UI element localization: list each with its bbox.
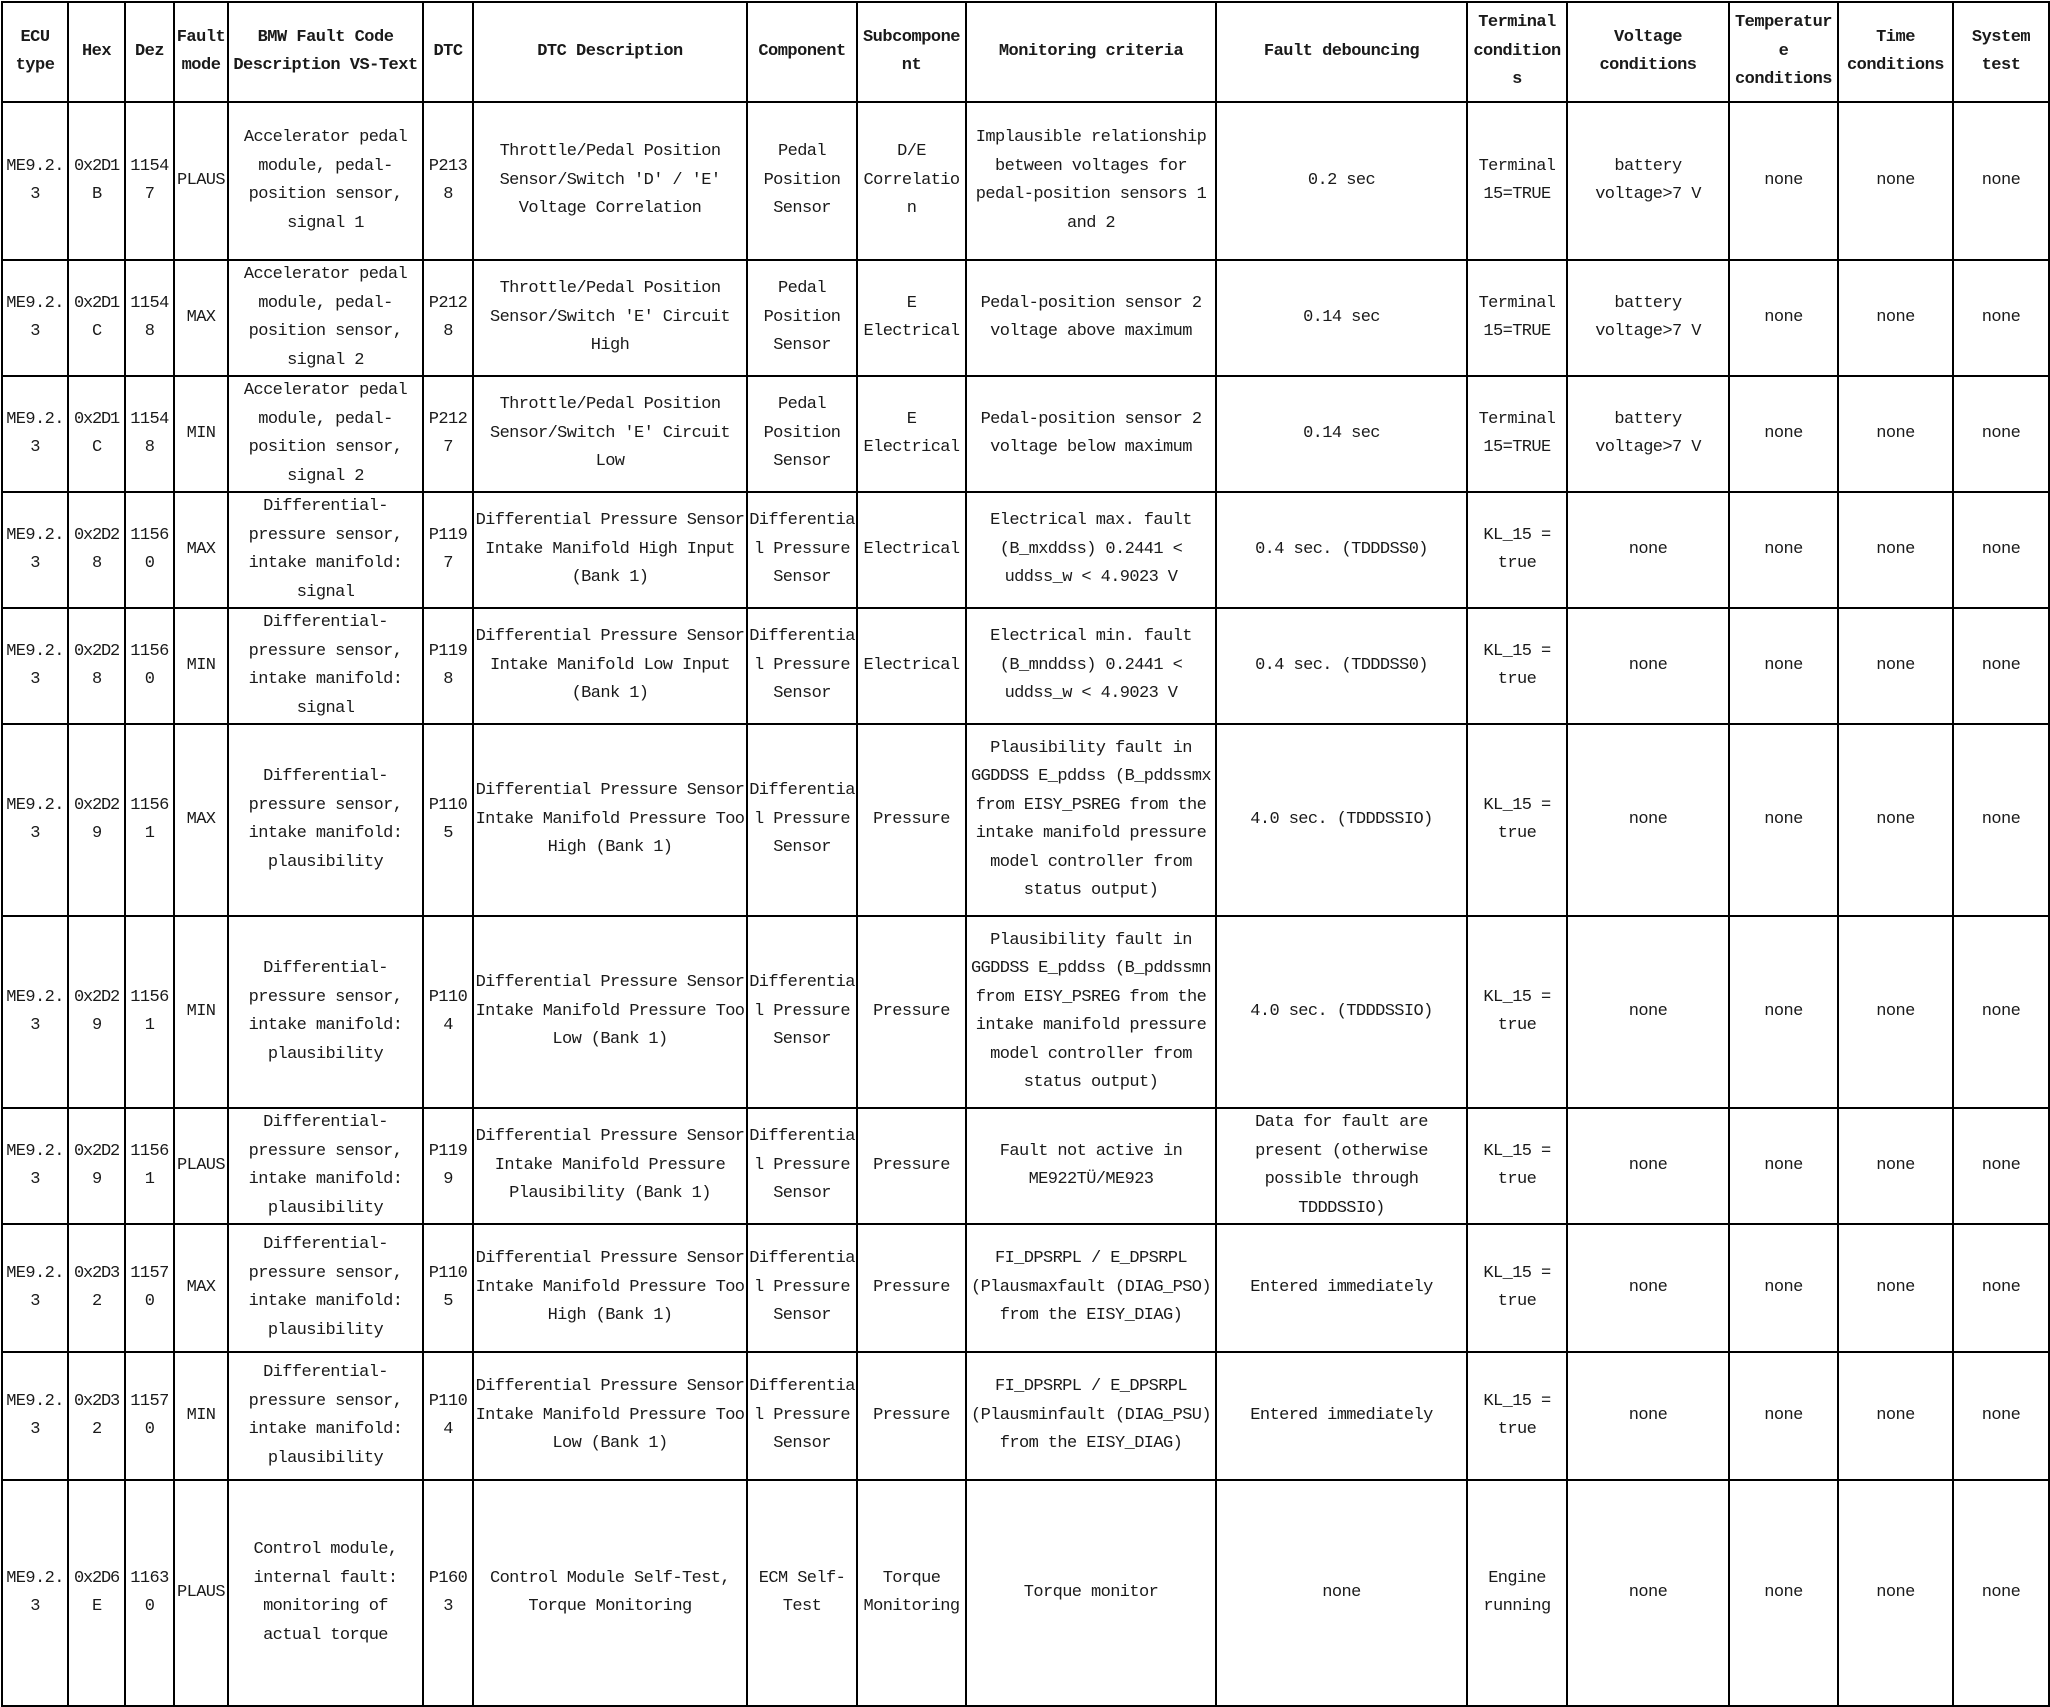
bmw-description-cell: Accelerator pedal module, pedal-position sensor, signal 2	[228, 260, 423, 376]
time-conditions-cell: none	[1838, 608, 1953, 724]
subcomponent-cell: Pressure	[857, 916, 966, 1108]
fault-debouncing-cell: 4.0 sec. (TDDDSSIO)	[1216, 916, 1467, 1108]
header-row	[2, 2, 2049, 102]
voltage-conditions-cell: none	[1567, 1224, 1729, 1352]
dtc-cell: P2128	[423, 260, 473, 376]
table-row	[2, 1352, 2049, 1480]
table-row	[2, 102, 2049, 260]
header-col-dtc: DTC	[423, 2, 473, 102]
dez-cell: 11630	[125, 1480, 174, 1706]
dtc-cell: P2138	[423, 102, 473, 260]
ecu-type-cell: ME9.2.3	[2, 1352, 68, 1480]
hex-cell: 0x2D28	[68, 608, 125, 724]
monitoring-criteria-cell: Pedal-position sensor 2 voltage above maximum	[966, 260, 1216, 376]
system-test-cell: none	[1953, 724, 2049, 916]
time-conditions-cell: none	[1838, 724, 1953, 916]
hex-cell: 0x2D1B	[68, 102, 125, 260]
temperature-conditions-cell: none	[1729, 1352, 1838, 1480]
component-cell: Differential Pressure Sensor	[747, 1352, 857, 1480]
dez-cell: 11548	[125, 260, 174, 376]
dez-cell: 11560	[125, 492, 174, 608]
system-test-cell: none	[1953, 1224, 2049, 1352]
table-body	[2, 102, 2049, 1706]
dtc-description-cell: Control Module Self-Test, Torque Monitoring	[473, 1480, 747, 1706]
dtc-description-cell: Differential Pressure Sensor Intake Manifold Pressure Too High (Bank 1)	[473, 724, 747, 916]
terminal-conditions-cell: Terminal 15=TRUE	[1467, 260, 1567, 376]
ecu-type-cell: ME9.2.3	[2, 492, 68, 608]
dtc-description-cell: Throttle/Pedal Position Sensor/Switch 'E' Circuit High	[473, 260, 747, 376]
system-test-cell: none	[1953, 102, 2049, 260]
dtc-cell: P1104	[423, 916, 473, 1108]
voltage-conditions-cell: battery voltage>7 V	[1567, 102, 1729, 260]
system-test-cell: none	[1953, 376, 2049, 492]
table-row	[2, 376, 2049, 492]
monitoring-criteria-cell: Pedal-position sensor 2 voltage below maximum	[966, 376, 1216, 492]
fault-mode-cell: PLAUS	[174, 1480, 228, 1706]
fault-debouncing-cell: Entered immediately	[1216, 1352, 1467, 1480]
fault-debouncing-cell: 0.14 sec	[1216, 376, 1467, 492]
subcomponent-cell: Pressure	[857, 1108, 966, 1224]
terminal-conditions-cell: KL_15 = true	[1467, 608, 1567, 724]
hex-cell: 0x2D29	[68, 724, 125, 916]
bmw-description-cell: Differential-pressure sensor, intake manifold: plausibility	[228, 916, 423, 1108]
monitoring-criteria-cell: Electrical max. fault (B_mxddss) 0.2441 < uddss_w < 4.9023 V	[966, 492, 1216, 608]
component-cell: Pedal Position Sensor	[747, 260, 857, 376]
temperature-conditions-cell: none	[1729, 1108, 1838, 1224]
subcomponent-cell: Pressure	[857, 1352, 966, 1480]
system-test-cell: none	[1953, 492, 2049, 608]
time-conditions-cell: none	[1838, 102, 1953, 260]
dtc-description-cell: Differential Pressure Sensor Intake Manifold Pressure Too High (Bank 1)	[473, 1224, 747, 1352]
terminal-conditions-cell: Terminal 15=TRUE	[1467, 102, 1567, 260]
dez-cell: 11561	[125, 724, 174, 916]
table-row	[2, 1224, 2049, 1352]
bmw-description-cell: Differential-pressure sensor, intake manifold: signal	[228, 492, 423, 608]
hex-cell: 0x2D1C	[68, 376, 125, 492]
time-conditions-cell: none	[1838, 1480, 1953, 1706]
terminal-conditions-cell: KL_15 = true	[1467, 916, 1567, 1108]
voltage-conditions-cell: none	[1567, 1352, 1729, 1480]
component-cell: ECM Self-Test	[747, 1480, 857, 1706]
system-test-cell: none	[1953, 608, 2049, 724]
fault-code-sheet	[1, 1, 2050, 1707]
terminal-conditions-cell: Terminal 15=TRUE	[1467, 376, 1567, 492]
time-conditions-cell: none	[1838, 1224, 1953, 1352]
dtc-description-cell: Differential Pressure Sensor Intake Manifold High Input (Bank 1)	[473, 492, 747, 608]
fault-mode-cell: MAX	[174, 260, 228, 376]
terminal-conditions-cell: KL_15 = true	[1467, 1108, 1567, 1224]
bmw-description-cell: Differential-pressure sensor, intake manifold: plausibility	[228, 1108, 423, 1224]
time-conditions-cell: none	[1838, 1108, 1953, 1224]
bmw-description-cell: Differential-pressure sensor, intake manifold: plausibility	[228, 1352, 423, 1480]
bmw-description-cell: Differential-pressure sensor, intake manifold: plausibility	[228, 1224, 423, 1352]
component-cell: Differential Pressure Sensor	[747, 916, 857, 1108]
header-col-dtc-description: DTC Description	[473, 2, 747, 102]
terminal-conditions-cell: KL_15 = true	[1467, 1224, 1567, 1352]
fault-mode-cell: MAX	[174, 1224, 228, 1352]
bmw-description-cell: Differential-pressure sensor, intake manifold: signal	[228, 608, 423, 724]
fault-mode-cell: PLAUS	[174, 102, 228, 260]
dez-cell: 11570	[125, 1352, 174, 1480]
fault-debouncing-cell: 0.14 sec	[1216, 260, 1467, 376]
fault-debouncing-cell: 0.4 sec. (TDDDSS0)	[1216, 608, 1467, 724]
voltage-conditions-cell: none	[1567, 916, 1729, 1108]
header-col-component: Component	[747, 2, 857, 102]
terminal-conditions-cell: KL_15 = true	[1467, 1352, 1567, 1480]
header-col-fault-mode: Fault mode	[174, 2, 228, 102]
header-col-terminal-conditions: Terminal conditions	[1467, 2, 1567, 102]
dtc-description-cell: Differential Pressure Sensor Intake Manifold Pressure Plausibility (Bank 1)	[473, 1108, 747, 1224]
dtc-description-cell: Differential Pressure Sensor Intake Manifold Pressure Too Low (Bank 1)	[473, 916, 747, 1108]
temperature-conditions-cell: none	[1729, 492, 1838, 608]
table-row	[2, 1480, 2049, 1706]
monitoring-criteria-cell: FI_DPSRPL / E_DPSRPL (Plausmaxfault (DIAG_PSO) from the EISY_DIAG)	[966, 1224, 1216, 1352]
subcomponent-cell: E Electrical	[857, 260, 966, 376]
header-col-ecu-type: ECU type	[2, 2, 68, 102]
voltage-conditions-cell: battery voltage>7 V	[1567, 260, 1729, 376]
time-conditions-cell: none	[1838, 260, 1953, 376]
bmw-description-cell: Control module, internal fault: monitoring of actual torque	[228, 1480, 423, 1706]
fault-debouncing-cell: 0.4 sec. (TDDDSS0)	[1216, 492, 1467, 608]
dtc-description-cell: Differential Pressure Sensor Intake Manifold Pressure Too Low (Bank 1)	[473, 1352, 747, 1480]
monitoring-criteria-cell: Fault not active in ME922TÜ/ME923	[966, 1108, 1216, 1224]
temperature-conditions-cell: none	[1729, 376, 1838, 492]
fault-mode-cell: PLAUS	[174, 1108, 228, 1224]
temperature-conditions-cell: none	[1729, 916, 1838, 1108]
subcomponent-cell: Torque Monitoring	[857, 1480, 966, 1706]
terminal-conditions-cell: KL_15 = true	[1467, 724, 1567, 916]
dtc-cell: P1105	[423, 724, 473, 916]
fault-debouncing-cell: 0.2 sec	[1216, 102, 1467, 260]
dtc-cell: P1199	[423, 1108, 473, 1224]
monitoring-criteria-cell: Plausibility fault in GGDDSS E_pddss (B_pddssmn from EISY_PSREG from the intake manifold pressure model controller from status output)	[966, 916, 1216, 1108]
subcomponent-cell: E Electrical	[857, 376, 966, 492]
monitoring-criteria-cell: FI_DPSRPL / E_DPSRPL (Plausminfault (DIAG_PSU) from the EISY_DIAG)	[966, 1352, 1216, 1480]
time-conditions-cell: none	[1838, 492, 1953, 608]
ecu-type-cell: ME9.2.3	[2, 102, 68, 260]
dtc-cell: P1603	[423, 1480, 473, 1706]
bmw-description-cell: Accelerator pedal module, pedal-position sensor, signal 2	[228, 376, 423, 492]
hex-cell: 0x2D1C	[68, 260, 125, 376]
monitoring-criteria-cell: Implausible relationship between voltages for pedal-position sensors 1 and 2	[966, 102, 1216, 260]
dtc-cell: P1197	[423, 492, 473, 608]
time-conditions-cell: none	[1838, 916, 1953, 1108]
voltage-conditions-cell: none	[1567, 492, 1729, 608]
voltage-conditions-cell: none	[1567, 1108, 1729, 1224]
fault-code-table	[1, 1, 2050, 1707]
fault-debouncing-cell: 4.0 sec. (TDDDSSIO)	[1216, 724, 1467, 916]
hex-cell: 0x2D6E	[68, 1480, 125, 1706]
fault-debouncing-cell: Data for fault are present (otherwise possible through TDDDSSIO)	[1216, 1108, 1467, 1224]
dtc-cell: P1198	[423, 608, 473, 724]
monitoring-criteria-cell: Electrical min. fault (B_mnddss) 0.2441 < uddss_w < 4.9023 V	[966, 608, 1216, 724]
temperature-conditions-cell: none	[1729, 608, 1838, 724]
component-cell: Differential Pressure Sensor	[747, 492, 857, 608]
bmw-description-cell: Accelerator pedal module, pedal-position sensor, signal 1	[228, 102, 423, 260]
subcomponent-cell: Pressure	[857, 724, 966, 916]
table-row	[2, 724, 2049, 916]
ecu-type-cell: ME9.2.3	[2, 1480, 68, 1706]
voltage-conditions-cell: none	[1567, 1480, 1729, 1706]
component-cell: Pedal Position Sensor	[747, 102, 857, 260]
table-row	[2, 492, 2049, 608]
monitoring-criteria-cell: Torque monitor	[966, 1480, 1216, 1706]
fault-mode-cell: MAX	[174, 724, 228, 916]
temperature-conditions-cell: none	[1729, 102, 1838, 260]
system-test-cell: none	[1953, 1108, 2049, 1224]
header-col-voltage-conditions: Voltage conditions	[1567, 2, 1729, 102]
header-col-hex: Hex	[68, 2, 125, 102]
ecu-type-cell: ME9.2.3	[2, 608, 68, 724]
voltage-conditions-cell: battery voltage>7 V	[1567, 376, 1729, 492]
dtc-cell: P1104	[423, 1352, 473, 1480]
time-conditions-cell: none	[1838, 376, 1953, 492]
hex-cell: 0x2D32	[68, 1352, 125, 1480]
header-col-monitoring-criteria: Monitoring criteria	[966, 2, 1216, 102]
terminal-conditions-cell: KL_15 = true	[1467, 492, 1567, 608]
dtc-description-cell: Throttle/Pedal Position Sensor/Switch 'D' / 'E' Voltage Correlation	[473, 102, 747, 260]
dez-cell: 11548	[125, 376, 174, 492]
temperature-conditions-cell: none	[1729, 1224, 1838, 1352]
ecu-type-cell: ME9.2.3	[2, 916, 68, 1108]
header-col-fault-debouncing: Fault debouncing	[1216, 2, 1467, 102]
fault-mode-cell: MIN	[174, 916, 228, 1108]
system-test-cell: none	[1953, 1352, 2049, 1480]
subcomponent-cell: Pressure	[857, 1224, 966, 1352]
table-row	[2, 260, 2049, 376]
component-cell: Pedal Position Sensor	[747, 376, 857, 492]
dtc-cell: P2127	[423, 376, 473, 492]
system-test-cell: none	[1953, 260, 2049, 376]
fault-mode-cell: MAX	[174, 492, 228, 608]
table-row	[2, 916, 2049, 1108]
ecu-type-cell: ME9.2.3	[2, 1108, 68, 1224]
dez-cell: 11570	[125, 1224, 174, 1352]
ecu-type-cell: ME9.2.3	[2, 376, 68, 492]
temperature-conditions-cell: none	[1729, 1480, 1838, 1706]
fault-debouncing-cell: Entered immediately	[1216, 1224, 1467, 1352]
hex-cell: 0x2D32	[68, 1224, 125, 1352]
header-col-system-test: System test	[1953, 2, 2049, 102]
ecu-type-cell: ME9.2.3	[2, 1224, 68, 1352]
time-conditions-cell: none	[1838, 1352, 1953, 1480]
monitoring-criteria-cell: Plausibility fault in GGDDSS E_pddss (B_pddssmx from EISY_PSREG from the intake manifold pressure model controller from status output)	[966, 724, 1216, 916]
fault-mode-cell: MIN	[174, 376, 228, 492]
dtc-cell: P1105	[423, 1224, 473, 1352]
temperature-conditions-cell: none	[1729, 724, 1838, 916]
dtc-description-cell: Differential Pressure Sensor Intake Manifold Low Input (Bank 1)	[473, 608, 747, 724]
header-col-time-conditions: Time conditions	[1838, 2, 1953, 102]
temperature-conditions-cell: none	[1729, 260, 1838, 376]
voltage-conditions-cell: none	[1567, 608, 1729, 724]
voltage-conditions-cell: none	[1567, 724, 1729, 916]
component-cell: Differential Pressure Sensor	[747, 1108, 857, 1224]
subcomponent-cell: D/E Correlation	[857, 102, 966, 260]
header-col-temperature-conditions: Temperature conditions	[1729, 2, 1838, 102]
subcomponent-cell: Electrical	[857, 608, 966, 724]
ecu-type-cell: ME9.2.3	[2, 260, 68, 376]
fault-mode-cell: MIN	[174, 608, 228, 724]
hex-cell: 0x2D29	[68, 1108, 125, 1224]
hex-cell: 0x2D29	[68, 916, 125, 1108]
ecu-type-cell: ME9.2.3	[2, 724, 68, 916]
dez-cell: 11560	[125, 608, 174, 724]
header-col-subcomponent: Subcomponent	[857, 2, 966, 102]
header-col-bmw-description: BMW Fault Code Description VS-Text	[228, 2, 423, 102]
system-test-cell: none	[1953, 1480, 2049, 1706]
component-cell: Differential Pressure Sensor	[747, 724, 857, 916]
dez-cell: 11561	[125, 916, 174, 1108]
component-cell: Differential Pressure Sensor	[747, 608, 857, 724]
header-col-dez: Dez	[125, 2, 174, 102]
component-cell: Differential Pressure Sensor	[747, 1224, 857, 1352]
fault-debouncing-cell: none	[1216, 1480, 1467, 1706]
table-row	[2, 1108, 2049, 1224]
dez-cell: 11561	[125, 1108, 174, 1224]
system-test-cell: none	[1953, 916, 2049, 1108]
fault-mode-cell: MIN	[174, 1352, 228, 1480]
subcomponent-cell: Electrical	[857, 492, 966, 608]
dez-cell: 11547	[125, 102, 174, 260]
table-row	[2, 608, 2049, 724]
hex-cell: 0x2D28	[68, 492, 125, 608]
terminal-conditions-cell: Engine running	[1467, 1480, 1567, 1706]
dtc-description-cell: Throttle/Pedal Position Sensor/Switch 'E' Circuit Low	[473, 376, 747, 492]
bmw-description-cell: Differential-pressure sensor, intake manifold: plausibility	[228, 724, 423, 916]
